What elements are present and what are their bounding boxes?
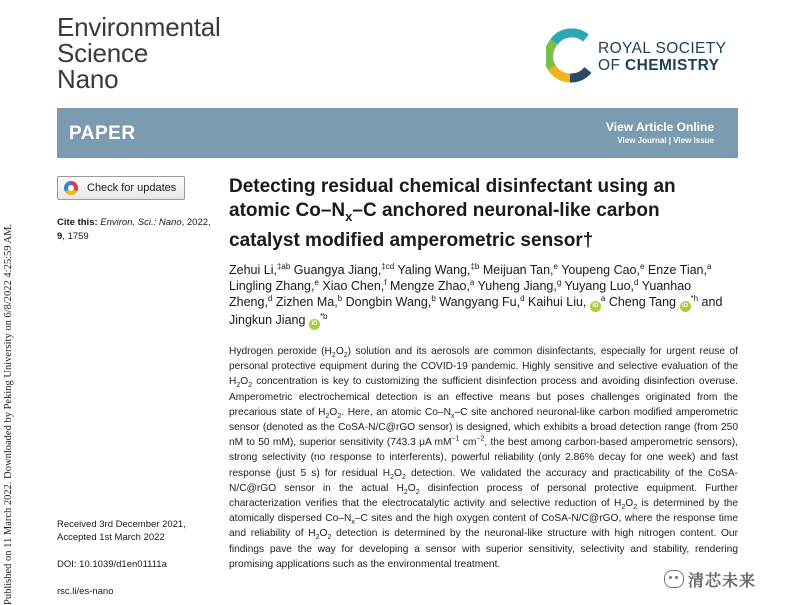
- article-type: PAPER: [69, 123, 136, 144]
- abstract-segment: detection is determined by the neuronal-like structure with high nitrogen content. Our findings pave the way for developing a sensor with superior sensitivity, selectivity and stability, rendering promising applications such as the environmental treatment.: [229, 528, 738, 570]
- abstract-segment: O: [329, 406, 338, 418]
- author-name[interactable]: Mengze Zhao,: [386, 279, 470, 293]
- abstract: [229, 344, 738, 572]
- abstract-segment: detection. We validated the accuracy and practicability of the CoSA-N/C@rGO sensor in the actual H: [229, 467, 739, 494]
- journal-line-2: Science: [57, 38, 149, 68]
- journal-name[interactable]: [57, 14, 221, 92]
- author-affiliation: ‡b: [470, 261, 480, 271]
- author-name[interactable]: Kaihui Liu,: [524, 295, 587, 309]
- abstract-segment: 2: [401, 473, 406, 481]
- author-affiliation: e: [639, 261, 645, 271]
- author-affiliation: *b: [319, 311, 328, 321]
- author-affiliation: a: [469, 277, 475, 287]
- rsc-line-2-bold: CHEMISTRY: [625, 57, 720, 74]
- abstract-segment: 2: [415, 488, 420, 496]
- author-affiliation: e: [553, 261, 558, 271]
- author-affiliation: b: [431, 293, 436, 303]
- cite-volume: 9: [57, 231, 63, 242]
- abstract-segment: O: [319, 528, 328, 540]
- abstract-segment: O: [625, 498, 634, 510]
- orcid-icon[interactable]: iD: [309, 319, 320, 330]
- author-affiliation: f: [384, 277, 387, 287]
- article-type-banner: [57, 108, 738, 158]
- author-affiliation: e: [314, 277, 319, 287]
- journal-url[interactable]: rsc.li/es-nano: [57, 586, 114, 597]
- abstract-segment: cm: [459, 437, 477, 449]
- article-title: [229, 175, 734, 253]
- abstract-segment: 2: [337, 412, 342, 420]
- doi[interactable]: DOI: 10.1039/d1en01111a: [57, 559, 167, 570]
- author-name[interactable]: Yuanhao Zheng,: [229, 279, 692, 309]
- journal-line-1: Environmental: [57, 12, 221, 42]
- rsc-line-1: ROYAL SOCIETY: [598, 40, 727, 57]
- author-affiliation: *h: [690, 293, 699, 303]
- dates: [57, 518, 186, 544]
- download-note: Published on 11 March 2022. Downloaded by Peking University on 6/8/2022 4:25:59 AM.: [3, 223, 14, 605]
- abstract-segment: 2: [331, 352, 336, 360]
- title-part-2: –C anchored neuronal-like carbon catalyst modified amperometric sensor†: [229, 200, 660, 251]
- author-name[interactable]: Youpeng Cao,: [557, 263, 640, 277]
- wechat-icon: [664, 570, 684, 588]
- author-name[interactable]: and Jingkun Jiang: [229, 295, 723, 327]
- check-for-updates-label: Check for updates: [87, 182, 177, 194]
- author-name[interactable]: Enze Tian,: [644, 263, 707, 277]
- author-affiliation: d: [634, 277, 639, 287]
- title-subscript: x: [345, 208, 353, 224]
- abstract-segment: . Here, an atomic Co–N: [341, 406, 451, 418]
- author-affiliation: g: [556, 277, 562, 287]
- orcid-icon[interactable]: iD: [680, 301, 691, 312]
- author-list: [229, 262, 734, 330]
- abstract-segment: 2: [633, 504, 638, 512]
- rsc-ring-icon: [546, 28, 594, 84]
- view-journal-issue-links[interactable]: View Journal | View Issue: [617, 136, 714, 145]
- rsc-line-2: [598, 57, 726, 74]
- abstract-segment: , the best among carbon-based amperometric sensors), strong selectivity (no response to interferents), powerful reliability (only 2.86% decay for one week) and fast response (just 5 s) for residual H: [229, 437, 738, 479]
- author-name[interactable]: Lingling Zhang,: [229, 279, 315, 293]
- view-article-online-link[interactable]: View Article Online: [605, 120, 714, 134]
- author-name[interactable]: Wangyang Fu,: [435, 295, 521, 309]
- title-part-1: Detecting residual chemical disinfectant using an atomic Co–N: [229, 176, 676, 221]
- abstract-segment: Hydrogen peroxide (H: [229, 346, 332, 357]
- abstract-segment: 2: [325, 412, 330, 420]
- abstract-segment: O: [240, 376, 249, 388]
- author-affiliation: ‡cd: [381, 261, 395, 271]
- abstract-segment: −2: [476, 435, 485, 443]
- abstract-segment: disinfection process of personal protective equipment. Further characterization verifies that the electrocatalytic activity and selective reduction of H: [229, 482, 738, 510]
- author-name[interactable]: Yuyang Luo,: [561, 279, 635, 293]
- cite-pages: , 1759: [62, 231, 89, 242]
- accepted-date: Accepted 1st March 2022: [57, 532, 165, 543]
- cite-year: , 2022,: [181, 217, 211, 228]
- author-name[interactable]: Xiao Chen,: [318, 279, 385, 293]
- abstract-segment: 2: [248, 382, 253, 390]
- cite-label: Cite this:: [57, 217, 98, 228]
- author-name[interactable]: Zizhen Ma,: [272, 295, 338, 309]
- author-name[interactable]: Zehui Li,: [229, 263, 277, 277]
- abstract-segment: 2: [343, 352, 348, 360]
- author-affiliation: d: [267, 293, 273, 303]
- abstract-segment: O: [394, 467, 402, 479]
- received-date: Received 3rd December 2021,: [57, 519, 186, 530]
- author-name[interactable]: Meijuan Tan,: [479, 263, 554, 277]
- citation: [57, 216, 222, 244]
- author-affiliation: d: [520, 293, 525, 303]
- rsc-wordmark: [598, 40, 726, 74]
- abstract-segment: 2: [236, 382, 241, 390]
- cite-journal: Environ. Sci.: Nano: [100, 217, 182, 228]
- abstract-segment: 2: [390, 473, 395, 481]
- check-for-updates-button[interactable]: [57, 176, 185, 200]
- orcid-icon[interactable]: iD: [590, 301, 601, 312]
- abstract-segment: −1: [451, 435, 460, 443]
- author-name[interactable]: Yaling Wang,: [394, 263, 471, 277]
- abstract-segment: O: [335, 346, 344, 357]
- abstract-segment: ) solution and its aerosols are common disinfectants, especially for urgent reuse of personal protective equipment during the COVID-19 pandemic. Highly sensitive and selective evaluation of the H: [229, 346, 738, 388]
- abstract-segment: concentration is key to customizing the sufficient disinfection process and avoiding disinfection overuse. Amperometric electrochemical detection is an effective means but poses challenges originated from the precarious state of H: [229, 376, 738, 418]
- wechat-watermark: [656, 566, 774, 592]
- abstract-segment: 2: [315, 534, 320, 542]
- abstract-segment: 2: [621, 504, 626, 512]
- author-affiliation: a: [706, 261, 712, 271]
- abstract-segment: x: [351, 519, 355, 527]
- abstract-segment: O: [407, 482, 416, 494]
- abstract-segment: x: [450, 412, 455, 420]
- crossmark-icon: [64, 181, 78, 195]
- author-affiliation: b: [337, 293, 343, 303]
- rsc-line-2-prefix: OF: [598, 57, 626, 74]
- rsc-logo[interactable]: [546, 28, 746, 84]
- abstract-segment: 2: [403, 488, 408, 496]
- author-affiliation: ‡ab: [276, 261, 291, 271]
- author-name[interactable]: Cheng Tang: [605, 295, 677, 309]
- author-name[interactable]: Guangya Jiang,: [290, 263, 382, 277]
- abstract-segment: 2: [327, 534, 332, 542]
- abstract-segment: –C site anchored neuronal-like carbon modified amperometric sensor (denoted as the CoSA-N/C@rGO sensor) is designed, which exhibits a broad detection range (from 250 nM to 50 mM), superior sensitivity (743.3 μA mM: [229, 406, 739, 449]
- watermark-text: 清芯未来: [688, 571, 757, 590]
- banner-links: [606, 120, 714, 145]
- author-name[interactable]: Yuheng Jiang,: [474, 279, 557, 293]
- abstract-segment: –C sites and the high oxygen content of CoSA-N/C@rGO, where the response time and reliability of H: [229, 513, 738, 540]
- abstract-segment: is determined by the atomically dispersed Co–N: [229, 498, 738, 525]
- journal-line-3: Nano: [57, 64, 119, 94]
- author-affiliation: a: [600, 293, 606, 303]
- author-name[interactable]: Dongbin Wang,: [342, 295, 432, 309]
